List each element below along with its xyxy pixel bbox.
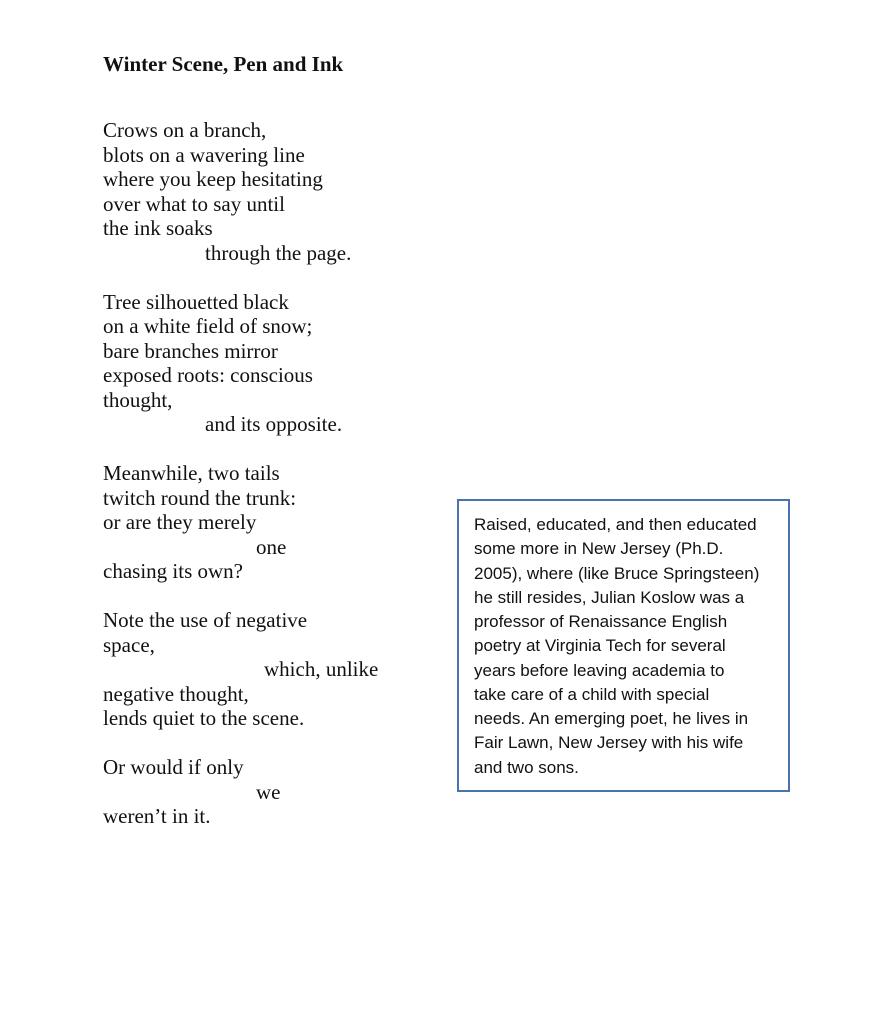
- poem-title: Winter Scene, Pen and Ink: [103, 52, 344, 76]
- author-bio-box: [457, 499, 790, 792]
- poem-line: which, unlike: [264, 657, 379, 681]
- bio-line: take care of a child with special: [474, 685, 710, 704]
- poem-line: space,: [103, 633, 155, 657]
- poem-line: we: [256, 780, 281, 804]
- poem-line: over what to say until: [103, 192, 285, 216]
- poem-line: lends quiet to the scene.: [103, 706, 305, 730]
- poem-line: blots on a wavering line: [103, 143, 305, 167]
- poem-line: Tree silhouetted black: [103, 290, 289, 314]
- poem-line: Or would if only: [103, 755, 244, 779]
- poem-line: one: [256, 535, 287, 559]
- poem-line: and its opposite.: [205, 412, 343, 436]
- poem-line: where you keep hesitating: [103, 167, 323, 191]
- poem-line: thought,: [103, 388, 173, 412]
- poem-line: through the page.: [205, 241, 352, 265]
- poem-line: exposed roots: conscious: [103, 363, 313, 387]
- poem-line: chasing its own?: [103, 559, 243, 583]
- bio-line: needs. An emerging poet, he lives in: [474, 709, 749, 728]
- poem-line: twitch round the trunk:: [103, 486, 297, 510]
- bio-line: poetry at Virginia Tech for several: [474, 636, 726, 655]
- bio-line: professor of Renaissance English: [474, 612, 728, 631]
- bio-line: 2005), where (like Bruce Springsteen): [474, 564, 760, 583]
- bio-line: Raised, educated, and then educated: [474, 515, 757, 534]
- bio-line: and two sons.: [474, 758, 579, 777]
- poem-line: Note the use of negative: [103, 608, 308, 632]
- bio-line: he still resides, Julian Koslow was a: [474, 588, 745, 607]
- poem-line: weren’t in it.: [103, 804, 211, 828]
- poem-line: on a white field of snow;: [103, 314, 313, 338]
- poem-line: the ink soaks: [103, 216, 213, 240]
- poem-line: bare branches mirror: [103, 339, 278, 363]
- bio-line: years before leaving academia to: [474, 661, 725, 680]
- bio-line: some more in New Jersey (Ph.D.: [474, 539, 724, 558]
- poem-line: Crows on a branch,: [103, 118, 267, 142]
- poem-line: or are they merely: [103, 510, 257, 534]
- poem-line: Meanwhile, two tails: [103, 461, 280, 485]
- bio-line: Fair Lawn, New Jersey with his wife: [474, 733, 744, 752]
- poem-line: negative thought,: [103, 682, 249, 706]
